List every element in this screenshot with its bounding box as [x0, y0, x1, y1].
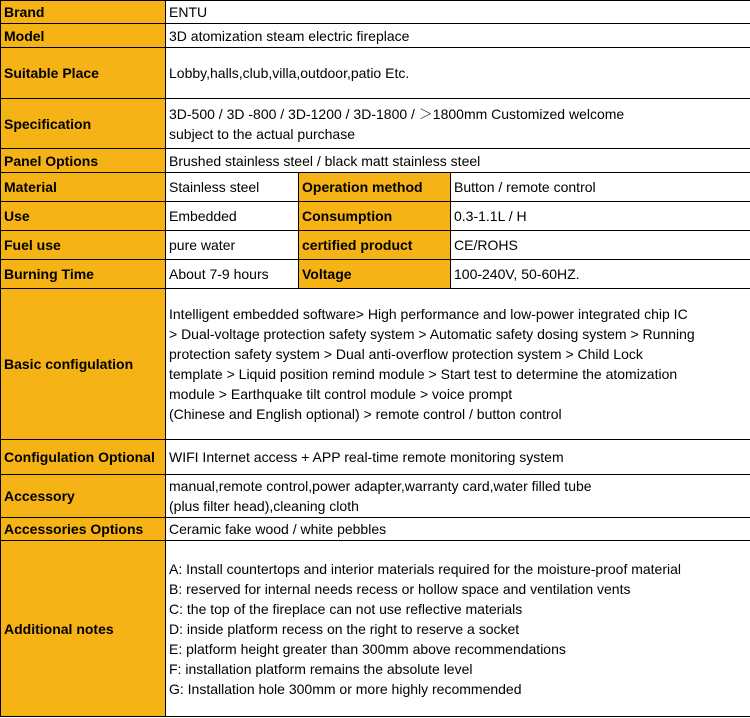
- row-label: Operation method: [299, 173, 451, 202]
- table-row: [1, 231, 750, 260]
- table-row: [1, 541, 750, 717]
- row-value: Lobby,halls,club,villa,outdoor,patio Etc.: [166, 48, 750, 99]
- row-label: Suitable Place: [1, 48, 166, 99]
- text-line: G: Installation hole 300mm or more highly recommended: [169, 680, 522, 697]
- row-label: Brand: [1, 1, 166, 24]
- table-row: [1, 440, 750, 475]
- row-value: 3D atomization steam electric fireplace: [166, 24, 750, 48]
- text-line: A: Install countertops and interior materials required for the moisture-proof material: [169, 560, 682, 577]
- table-row: [1, 1, 750, 24]
- text-line: (Chinese and English optional) > remote control / button control: [169, 406, 562, 422]
- row-value: ENTU: [166, 1, 750, 24]
- row-label: Additional notes: [1, 541, 166, 717]
- row-label: Configulation Optional: [1, 440, 166, 475]
- text-line: subject to the actual purchase: [169, 125, 356, 142]
- row-label: Fuel use: [1, 231, 166, 260]
- text-line: > Dual-voltage protection safety system > Automatic safety dosing system > Running: [169, 326, 695, 342]
- row-label: certified product: [299, 231, 451, 260]
- table-row: [1, 202, 750, 231]
- row-label: Consumption: [299, 202, 451, 231]
- row-label: Voltage: [299, 260, 451, 289]
- table-row: [1, 475, 750, 518]
- row-label: Specification: [1, 99, 166, 149]
- table-row: [1, 173, 750, 202]
- row-value: Brushed stainless steel / black matt stainless steel: [166, 149, 750, 173]
- row-label: Use: [1, 202, 166, 231]
- row-value: CE/ROHS: [451, 231, 750, 260]
- row-value: 0.3-1.1L / H: [451, 202, 750, 231]
- row-label: Burning Time: [1, 260, 166, 289]
- text-line: Intelligent embedded software> High performance and low-power integrated chip IC: [169, 306, 688, 322]
- text-line: module > Earthquake tilt control module > voice prompt: [169, 386, 513, 402]
- text-line: template > Liquid position remind module > Start test to determine the atomization: [169, 366, 678, 382]
- row-value: [166, 99, 750, 149]
- text-line: F: installation platform remains the absolute level: [169, 660, 473, 677]
- text-line: 3D-500 / 3D -800 / 3D-1200 / 3D-1800 / ＞1800mm Customized welcome: [169, 105, 625, 122]
- row-value: About 7-9 hours: [166, 260, 299, 289]
- row-value: [166, 289, 750, 440]
- row-value: Button / remote control: [451, 173, 750, 202]
- table-row: [1, 99, 750, 149]
- row-label: Panel Options: [1, 149, 166, 173]
- text-line: (plus filter head),cleaning cloth: [169, 498, 359, 514]
- text-line: manual,remote control,power adapter,warranty card,water filled tube: [169, 478, 592, 494]
- row-label: Accessories Options: [1, 518, 166, 541]
- row-label: Accessory: [1, 475, 166, 518]
- text-line: D: inside platform recess on the right to reserve a socket: [169, 620, 520, 637]
- text-line: C: the top of the fireplace can not use reflective materials: [169, 600, 523, 617]
- row-value: Stainless steel: [166, 173, 299, 202]
- table-row: [1, 289, 750, 440]
- row-value: [166, 541, 750, 717]
- row-value: Ceramic fake wood / white pebbles: [166, 518, 750, 541]
- row-value: WIFI Internet access + APP real-time remote monitoring system: [166, 440, 750, 475]
- text-line: protection safety system > Dual anti-overflow protection system > Child Lock: [169, 346, 643, 362]
- row-label: Basic configulation: [1, 289, 166, 440]
- text-line: B: reserved for internal needs recess or hollow space and ventilation vents: [169, 580, 631, 597]
- table-row: [1, 48, 750, 99]
- table-row: [1, 149, 750, 173]
- table-row: [1, 260, 750, 289]
- row-value: Embedded: [166, 202, 299, 231]
- row-value: 100-240V, 50-60HZ.: [451, 260, 750, 289]
- row-value: pure water: [166, 231, 299, 260]
- row-label: Material: [1, 173, 166, 202]
- text-line: E: platform height greater than 300mm above recommendations: [169, 640, 566, 657]
- table-row: [1, 518, 750, 541]
- table-row: [1, 24, 750, 48]
- row-label: Model: [1, 24, 166, 48]
- row-value: [166, 475, 750, 518]
